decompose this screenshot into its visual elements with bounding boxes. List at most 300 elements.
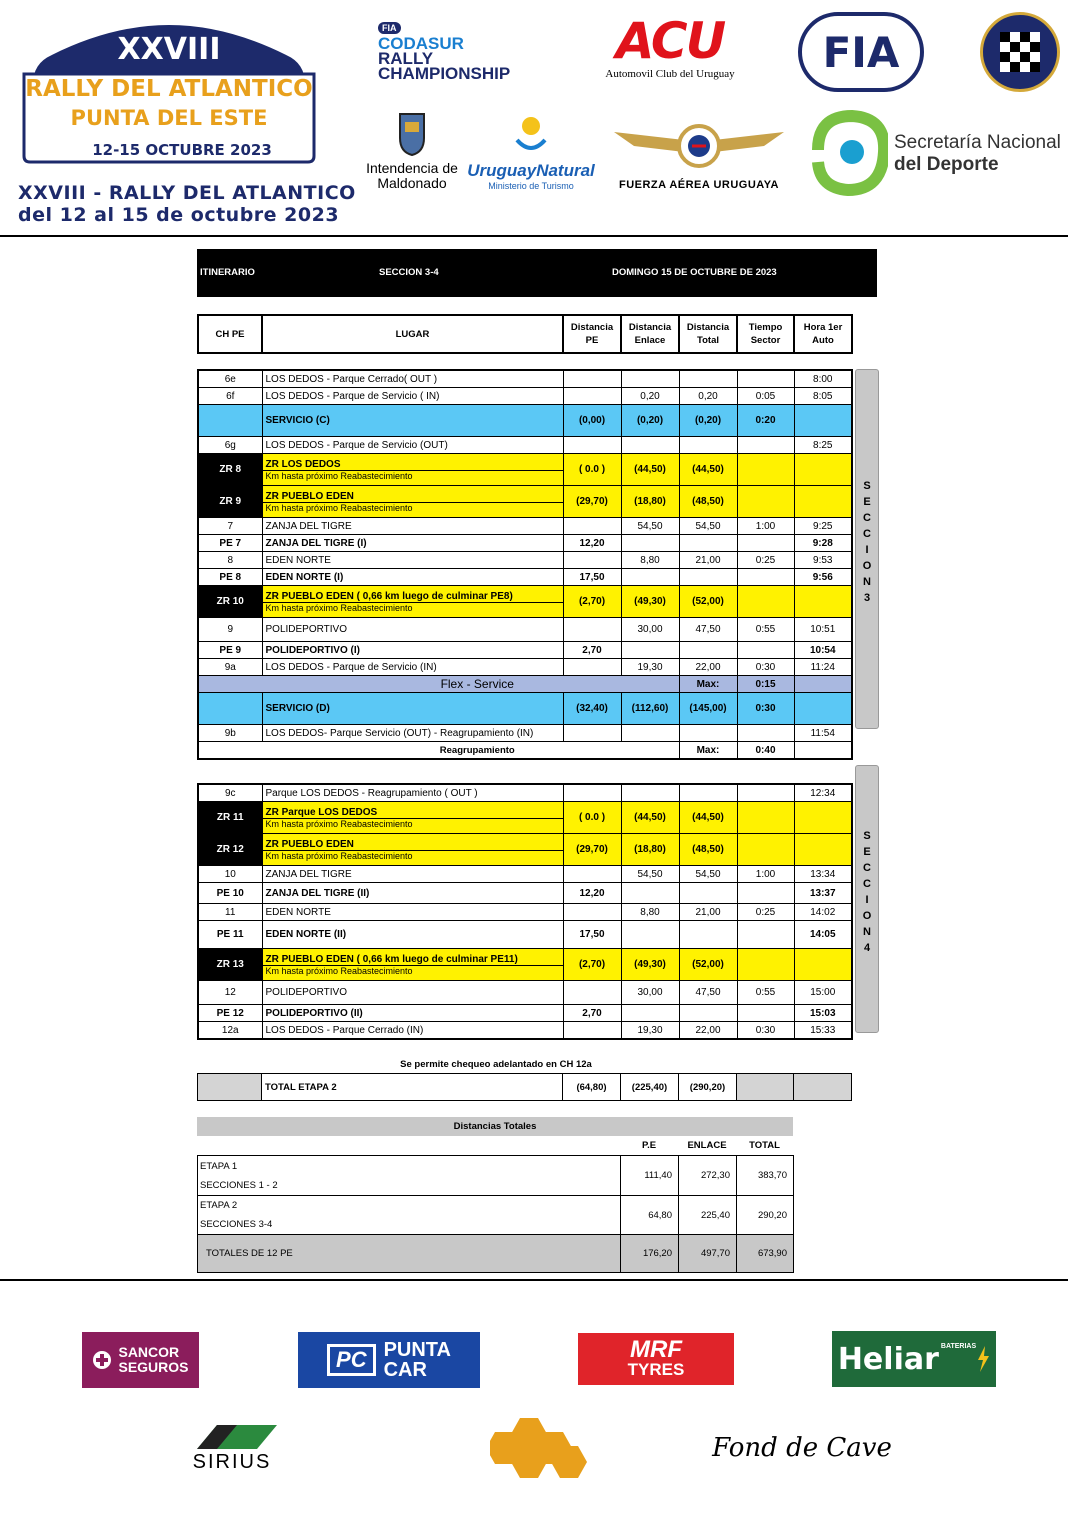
section4-side-text: SECCION4	[862, 830, 872, 954]
lugar	[262, 866, 563, 883]
distancia-enlace: 54,50	[621, 518, 679, 535]
table-row	[198, 1022, 852, 1040]
hora	[794, 676, 852, 693]
distancia-total: 0,20	[679, 388, 737, 405]
refuel-note: Km hasta próximo Reabastecimiento	[263, 818, 563, 829]
tiempo-sector	[737, 586, 794, 618]
tiempo-sector	[737, 834, 794, 866]
acu-subtitle: Automovil Club del Uruguay	[605, 68, 735, 80]
lugar	[262, 405, 563, 437]
lugar	[262, 981, 563, 1005]
ch-pe: 7	[198, 518, 262, 535]
col-distancia-enlace: Distancia Enlace	[621, 315, 679, 353]
distancia-enlace: 30,00	[621, 981, 679, 1005]
page-title	[18, 182, 356, 226]
lugar-text: LOS DEDOS - Parque de Servicio ( IN)	[265, 390, 440, 402]
table-row	[198, 981, 852, 1005]
sancor-seguros-logo	[82, 1332, 199, 1388]
ch-pe: 10	[198, 866, 262, 883]
hora-1er-auto: 8:00	[794, 370, 852, 388]
distancia-total	[679, 921, 737, 949]
lugar-text: POLIDEPORTIVO	[265, 624, 348, 635]
ch-pe: ZR 8	[198, 454, 262, 486]
heliar-text: Heliar	[837, 1341, 939, 1377]
ch-pe	[198, 405, 262, 437]
hora-1er-auto: 10:51	[794, 618, 852, 642]
dist-totales-enlace: 497,70	[679, 1235, 737, 1273]
col-tiempo-sector: Tiempo Sector	[737, 315, 794, 353]
tiempo-sector	[737, 642, 794, 659]
table-row	[198, 552, 852, 569]
dist-row-etapa1	[198, 1156, 794, 1196]
dist-etapa2-pe: 64,80	[621, 1196, 679, 1235]
footer-divider	[0, 1279, 1068, 1281]
distancia-pe	[563, 725, 621, 742]
lugar-text: EDEN NORTE	[265, 554, 331, 566]
distancia-pe	[563, 552, 621, 569]
itinerary-label: ITINERARIO	[200, 267, 255, 278]
ch-pe: ZR 11	[198, 802, 262, 834]
lugar	[262, 1022, 563, 1040]
heliar-sub: BATERIAS	[940, 1343, 977, 1350]
lugar-text: ZR PUEBLO EDEN ( 0,66 km luego de culminar PE8)	[265, 590, 513, 602]
lugar-text: ZR PUEBLO EDEN	[265, 838, 354, 850]
ch-pe: ZR 13	[198, 949, 262, 981]
ch-pe: 9a	[198, 659, 262, 676]
lugar-text: ZR PUEBLO EDEN	[265, 490, 354, 502]
dist-etapa1-label: ETAPA 1	[200, 1160, 238, 1172]
club-uruguayo-rally-logo	[980, 12, 1060, 92]
total-etapa-table	[197, 1073, 852, 1101]
rally-badge-logo	[22, 24, 316, 164]
wings-emblem-icon	[614, 112, 784, 174]
table-row	[198, 921, 852, 949]
tiempo-sector: 0:30	[737, 659, 794, 676]
table-row	[198, 642, 852, 659]
distancia-enlace: 8,80	[621, 904, 679, 921]
hora-1er-auto: 14:02	[794, 904, 852, 921]
scm-logo	[490, 1410, 588, 1482]
distancia-enlace: 30,00	[621, 618, 679, 642]
ch-pe: 8	[198, 552, 262, 569]
heliar-logo	[832, 1331, 996, 1387]
lugar	[262, 784, 563, 802]
ch-pe: PE 12	[198, 1005, 262, 1022]
header-divider	[0, 235, 1068, 237]
distancia-total	[679, 725, 737, 742]
distancia-enlace: (18,80)	[621, 486, 679, 518]
acu-mark: ACU	[615, 12, 725, 70]
table-row	[198, 454, 852, 486]
fuerza-aerea-text: FUERZA AÉREA URUGUAYA	[618, 179, 780, 191]
total-etapa-pe: (64,80)	[563, 1074, 621, 1101]
distancia-pe: (32,40)	[563, 693, 621, 725]
tiempo-sector	[737, 1005, 794, 1022]
uruguay-natural-logo	[466, 110, 596, 200]
hora-1er-auto	[794, 949, 852, 981]
table-row	[198, 486, 852, 518]
hora-1er-auto	[794, 586, 852, 618]
distancia-enlace	[621, 883, 679, 904]
acu-logo	[590, 14, 750, 94]
lugar	[262, 949, 563, 981]
table-row	[198, 883, 852, 904]
ch-pe: 12	[198, 981, 262, 1005]
dist-row-totales	[198, 1235, 794, 1273]
lugar-text: ZANJA DEL TIGRE	[265, 868, 352, 880]
distancia-pe: (0,00)	[563, 405, 621, 437]
table-row	[198, 535, 852, 552]
table-row	[198, 904, 852, 921]
lugar	[262, 618, 563, 642]
ch-pe: PE 8	[198, 569, 262, 586]
section3-table	[197, 369, 853, 760]
refuel-note: Km hasta próximo Reabastecimiento	[263, 502, 563, 513]
table-row	[198, 370, 852, 388]
distancia-enlace	[621, 535, 679, 552]
lugar-text: LOS DEDOS - Parque Cerrado( OUT )	[265, 373, 438, 385]
hora-1er-auto: 12:34	[794, 784, 852, 802]
table-row	[198, 518, 852, 535]
codasur-logo	[378, 18, 538, 88]
dist-header-pe: P.E	[641, 1140, 657, 1151]
lightning-icon	[976, 1346, 990, 1372]
distancia-pe: (2,70)	[563, 949, 621, 981]
distancia-total	[679, 642, 737, 659]
distancia-pe: 12,20	[563, 535, 621, 552]
dist-totales-pe: 176,20	[621, 1235, 679, 1273]
puntacar-text1: PUNTA	[383, 1339, 451, 1361]
table-row	[198, 659, 852, 676]
ch-pe: PE 9	[198, 642, 262, 659]
table-row	[198, 405, 852, 437]
hora-1er-auto: 15:33	[794, 1022, 852, 1040]
distancia-pe: ( 0.0 )	[563, 454, 621, 486]
tiempo-sector	[737, 725, 794, 742]
table-row	[198, 866, 852, 883]
tiempo-sector	[737, 370, 794, 388]
table-row	[198, 1005, 852, 1022]
table-row	[198, 586, 852, 618]
dist-row-etapa2	[198, 1196, 794, 1235]
distancias-totales-title: Distancias Totales	[197, 1117, 793, 1136]
maldonado-text: Intendencia de Maldonado	[366, 160, 458, 191]
row-label: Reagrupamiento	[198, 742, 679, 760]
ch-pe: 9	[198, 618, 262, 642]
fuerza-aerea-logo	[614, 112, 784, 200]
codasur-text: CODASUR	[378, 34, 464, 53]
distancia-pe	[563, 437, 621, 454]
ch-pe: PE 10	[198, 883, 262, 904]
column-header-table	[197, 314, 853, 354]
table-row	[198, 802, 852, 834]
distancia-total	[679, 883, 737, 904]
distancia-enlace	[621, 370, 679, 388]
dist-etapa1-total: 383,70	[737, 1156, 794, 1196]
lugar-text: Parque LOS DEDOS - Reagrupamiento ( OUT )	[265, 787, 478, 799]
table-row	[198, 693, 852, 725]
total-etapa-blank2	[737, 1074, 794, 1101]
ch-pe: 12a	[198, 1022, 262, 1040]
lugar-text: EDEN NORTE (II)	[265, 929, 347, 940]
hora-1er-auto: 15:00	[794, 981, 852, 1005]
distancia-total: (48,50)	[679, 486, 737, 518]
distancia-pe: (29,70)	[563, 834, 621, 866]
refuel-note: Km hasta próximo Reabastecimiento	[263, 470, 563, 481]
tiempo-sector	[737, 486, 794, 518]
distancia-enlace: (18,80)	[621, 834, 679, 866]
total-etapa-label: TOTAL ETAPA 2	[262, 1074, 563, 1101]
scm-honeycomb-icon	[490, 1410, 588, 1482]
distancias-table	[197, 1155, 794, 1273]
tiempo-sector: 0:15	[737, 676, 794, 693]
distancia-total: (48,50)	[679, 834, 737, 866]
distancia-pe	[563, 904, 621, 921]
distancia-enlace	[621, 725, 679, 742]
lugar	[262, 693, 563, 725]
sirius-flag-icon	[187, 1423, 277, 1451]
intendencia-maldonado-logo	[364, 108, 460, 200]
total-etapa-blank3	[794, 1074, 852, 1101]
hora-1er-auto: 10:54	[794, 642, 852, 659]
tiempo-sector: 1:00	[737, 866, 794, 883]
hora-1er-auto: 9:53	[794, 552, 852, 569]
fond-de-cave-logo: Fond de Cave	[712, 1433, 892, 1463]
dist-etapa1-sections: SECCIONES 1 - 2	[200, 1179, 278, 1191]
distancia-pe: 2,70	[563, 642, 621, 659]
ch-pe: 9b	[198, 725, 262, 742]
lugar	[262, 659, 563, 676]
hora-1er-auto: 15:03	[794, 1005, 852, 1022]
maldonado-crest-icon	[397, 108, 427, 156]
section3-side-label	[855, 369, 879, 729]
ch-pe: 11	[198, 904, 262, 921]
lugar	[262, 388, 563, 405]
distancia-pe	[563, 1022, 621, 1040]
hora-1er-auto: 8:05	[794, 388, 852, 405]
distancia-pe: 2,70	[563, 1005, 621, 1022]
section3-side-text: SECCION3	[862, 480, 872, 604]
distancia-total: 47,50	[679, 618, 737, 642]
ch-pe: ZR 12	[198, 834, 262, 866]
distancia-total: 21,00	[679, 904, 737, 921]
fia-logo	[798, 12, 924, 92]
hora-1er-auto	[794, 834, 852, 866]
ministerio-text: Ministerio de Turismo	[488, 181, 574, 191]
sirius-text: SIRIUS	[192, 1450, 272, 1473]
distancia-total	[679, 437, 737, 454]
tiempo-sector	[737, 921, 794, 949]
lugar	[262, 921, 563, 949]
table-row	[198, 618, 852, 642]
tiempo-sector	[737, 883, 794, 904]
distancia-total	[679, 569, 737, 586]
ch-pe: 6f	[198, 388, 262, 405]
lugar-text: LOS DEDOS- Parque Servicio (OUT) - Reagrupamiento (IN)	[265, 727, 534, 739]
distancia-total: 54,50	[679, 866, 737, 883]
hora-1er-auto: 14:05	[794, 921, 852, 949]
table-row	[198, 949, 852, 981]
ch-pe: ZR 10	[198, 586, 262, 618]
distancia-enlace	[621, 569, 679, 586]
distancia-pe	[563, 518, 621, 535]
col-distancia-pe: Distancia PE	[563, 315, 621, 353]
distancia-enlace: (0,20)	[621, 405, 679, 437]
row-label: Flex - Service	[198, 676, 679, 693]
ch-pe: PE 7	[198, 535, 262, 552]
tiempo-sector: 1:00	[737, 518, 794, 535]
lugar-text: LOS DEDOS - Parque Cerrado (IN)	[265, 1024, 424, 1036]
distancia-pe	[563, 370, 621, 388]
tiempo-sector: 0:55	[737, 618, 794, 642]
hora-1er-auto: 11:24	[794, 659, 852, 676]
distancia-pe: (29,70)	[563, 486, 621, 518]
hora-1er-auto: 11:54	[794, 725, 852, 742]
hora-1er-auto: 9:28	[794, 535, 852, 552]
lugar	[262, 437, 563, 454]
lugar	[262, 569, 563, 586]
title-line1: XXVIII - RALLY DEL ATLANTICO	[18, 182, 356, 204]
checkered-flag-icon	[1000, 32, 1040, 72]
itinerary-header-bar	[197, 249, 877, 297]
dist-etapa2-total: 290,20	[737, 1196, 794, 1235]
secretaria-line1: Secretaría Nacional	[894, 132, 1061, 153]
tiempo-sector: 0:30	[737, 1022, 794, 1040]
distancia-pe: 17,50	[563, 921, 621, 949]
distancia-pe	[563, 981, 621, 1005]
badge-roman: XXVIII	[117, 32, 221, 67]
col-ch-pe: CH PE	[198, 315, 262, 353]
codasur-fia-mark: FIA	[378, 22, 401, 34]
dist-totales-total: 673,90	[737, 1235, 794, 1273]
refuel-note: Km hasta próximo Reabastecimiento	[263, 602, 563, 613]
lugar	[262, 883, 563, 904]
sancor-cross-icon	[92, 1350, 112, 1370]
distancia-pe	[563, 388, 621, 405]
tiempo-sector	[737, 454, 794, 486]
badge-dates: 12-15 OCTUBRE 2023	[92, 141, 272, 159]
distancia-total: 47,50	[679, 981, 737, 1005]
distancia-pe	[563, 784, 621, 802]
distancia-enlace: (112,60)	[621, 693, 679, 725]
lugar-text: ZANJA DEL TIGRE (II)	[265, 887, 370, 899]
lugar	[262, 642, 563, 659]
col-lugar: LUGAR	[262, 315, 563, 353]
sirius-logo	[184, 1418, 280, 1478]
lugar	[262, 1005, 563, 1022]
distancia-enlace	[621, 1005, 679, 1022]
tiempo-sector: 0:05	[737, 388, 794, 405]
tiempo-sector: 0:25	[737, 904, 794, 921]
sancor-text2: SEGUROS	[118, 1359, 189, 1375]
table-row	[198, 676, 852, 693]
lugar-text: EDEN NORTE	[265, 906, 331, 918]
ch-pe: 6e	[198, 370, 262, 388]
distancia-pe: (2,70)	[563, 586, 621, 618]
distancia-enlace: 54,50	[621, 866, 679, 883]
ch-pe: ZR 9	[198, 486, 262, 518]
lugar-text: POLIDEPORTIVO (I)	[265, 644, 360, 656]
lugar	[262, 486, 563, 518]
tiempo-sector: 0:55	[737, 981, 794, 1005]
distancia-total: 54,50	[679, 518, 737, 535]
secretaria-swirl-icon	[808, 110, 888, 196]
dist-header-enlace: ENLACE	[687, 1140, 727, 1151]
tiempo-sector	[737, 437, 794, 454]
lugar-text: POLIDEPORTIVO	[265, 987, 348, 998]
section4-table	[197, 783, 853, 1040]
lugar	[262, 586, 563, 618]
itinerary-section: SECCION 3-4	[379, 267, 439, 278]
distancia-enlace: (44,50)	[621, 454, 679, 486]
distancia-enlace: 0,20	[621, 388, 679, 405]
early-check-note: Se permite chequeo adelantado en CH 12a	[400, 1059, 592, 1070]
lugar	[262, 904, 563, 921]
distancia-enlace: 8,80	[621, 552, 679, 569]
codasur-rally-text: RALLY	[378, 49, 434, 68]
max-label: Max:	[679, 676, 737, 693]
secretaria-line2: del Deporte	[894, 154, 999, 175]
total-etapa-blank	[198, 1074, 262, 1101]
lugar-text: SERVICIO (D)	[265, 703, 330, 714]
uruguay-natural-text: UruguayNatural	[467, 161, 595, 180]
hora-1er-auto	[794, 693, 852, 725]
hora-1er-auto: 9:56	[794, 569, 852, 586]
lugar	[262, 454, 563, 486]
lugar	[262, 552, 563, 569]
tiempo-sector	[737, 802, 794, 834]
badge-line1: RALLY DEL ATLANTICO	[25, 76, 313, 102]
dist-etapa2-enlace: 225,40	[679, 1196, 737, 1235]
lugar	[262, 535, 563, 552]
hora-1er-auto	[794, 405, 852, 437]
distancia-total	[679, 1005, 737, 1022]
distancia-total: (145,00)	[679, 693, 737, 725]
tyres-text: TYRES	[627, 1360, 685, 1379]
table-row	[198, 725, 852, 742]
fia-text: FIA	[822, 27, 900, 77]
dist-etapa1-enlace: 272,30	[679, 1156, 737, 1196]
distancia-pe	[563, 659, 621, 676]
puntacar-text2: CAR	[383, 1359, 427, 1381]
lugar-text: ZR LOS DEDOS	[265, 458, 341, 470]
distancia-enlace	[621, 437, 679, 454]
title-line2: del 12 al 15 de octubre 2023	[18, 204, 340, 226]
hora-1er-auto	[794, 802, 852, 834]
distancia-enlace	[621, 642, 679, 659]
sun-icon	[511, 110, 551, 156]
lugar-text: LOS DEDOS - Parque de Servicio (OUT)	[265, 439, 448, 451]
lugar-text: EDEN NORTE (I)	[265, 571, 344, 583]
lugar-text: ZANJA DEL TIGRE (I)	[265, 537, 367, 549]
lugar-text: ZR Parque LOS DEDOS	[265, 806, 378, 818]
sancor-text1: SANCOR	[118, 1344, 180, 1360]
lugar	[262, 370, 563, 388]
lugar-text: ZANJA DEL TIGRE	[265, 520, 352, 532]
hora-1er-auto: 9:25	[794, 518, 852, 535]
distancia-total: 22,00	[679, 1022, 737, 1040]
distancia-enlace: (49,30)	[621, 949, 679, 981]
lugar-text: POLIDEPORTIVO (II)	[265, 1007, 363, 1019]
dist-header-total: TOTAL	[749, 1140, 780, 1151]
puntacar-mark: PC	[327, 1344, 376, 1376]
distancia-enlace: (44,50)	[621, 802, 679, 834]
distancia-total: 22,00	[679, 659, 737, 676]
distancia-total: (52,00)	[679, 949, 737, 981]
table-row	[198, 784, 852, 802]
dist-etapa2-label: ETAPA 2	[200, 1200, 238, 1211]
lugar-text: SERVICIO (C)	[265, 415, 330, 426]
